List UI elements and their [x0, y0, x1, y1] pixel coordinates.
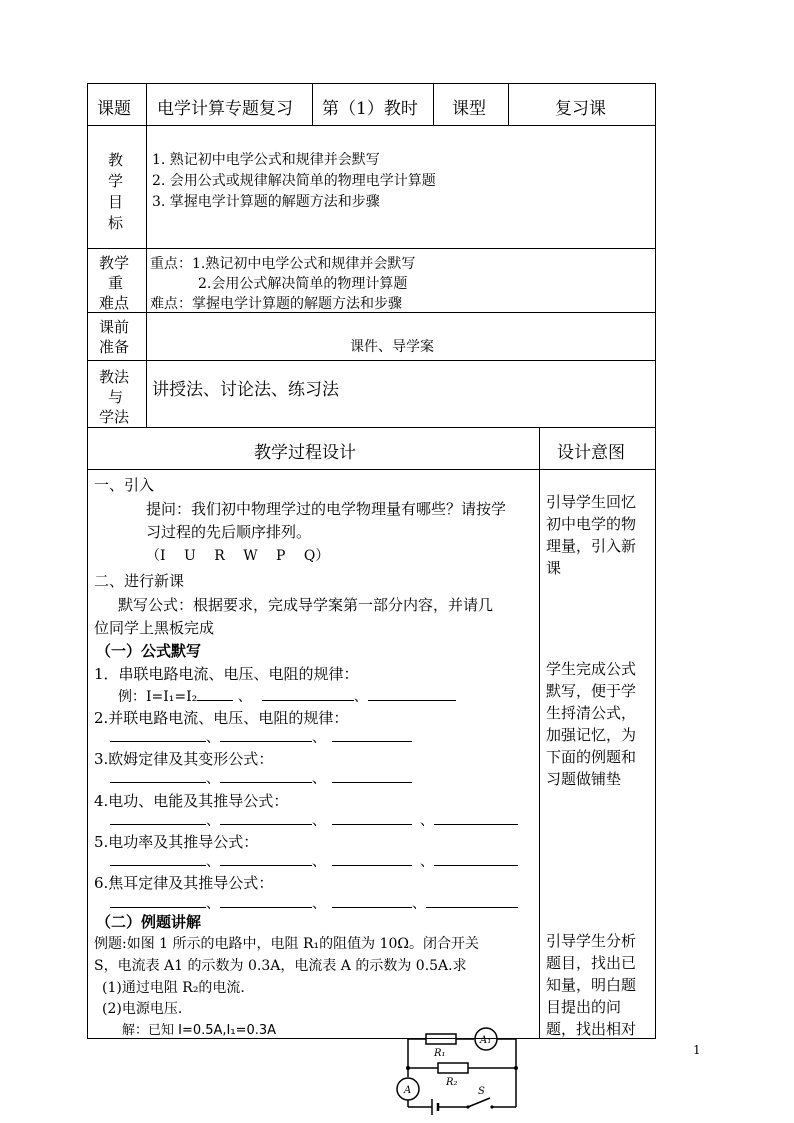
course-type-value: 复习课	[555, 99, 606, 119]
blank[interactable]	[110, 810, 206, 825]
new-lesson-text: 默写公式：根据要求，完成导学案第一部分内容，并请几	[118, 596, 494, 614]
example-text: S，电流表 A1 的示数为 0.3A，电流表 A 的示数为 0.5A.求	[94, 958, 467, 974]
resistor-r1	[426, 1034, 456, 1044]
s-label: S	[478, 1086, 485, 1097]
blank[interactable]	[110, 768, 206, 783]
objective-item: 2. 会用公式或规律解决简单的物理电学计算题	[152, 173, 436, 189]
methods-value: 讲授法、讨论法、练习法	[152, 380, 339, 400]
blank[interactable]	[368, 686, 456, 701]
formula-item: 2.并联电路电流、电压、电阻的规律：	[94, 709, 349, 727]
r1-label: R₁	[434, 1048, 446, 1059]
new-lesson-text: 位同学上黑板完成	[94, 619, 215, 637]
resistor-r2	[438, 1063, 468, 1073]
example-text: 例题:如图 1 所示的电路中，电阻 R₁的阻值为 10Ω。闭合开关	[94, 936, 479, 952]
new-lesson-heading: 二、进行新课	[94, 572, 185, 590]
intent-title: 设计意图	[557, 443, 625, 463]
intro-question: 提问：我们初中物理学过的电学物理量有哪些？请按学	[146, 500, 507, 518]
course-label: 课题	[97, 99, 131, 119]
formula-item: 4.电功、电能及其推导公式：	[94, 792, 289, 810]
blank[interactable]	[262, 686, 354, 701]
example-solution: 解：已知 I=0.5A,I₁=0.3A	[122, 1023, 277, 1038]
formula-item: 6.焦耳定律及其推导公式：	[94, 874, 274, 892]
blank[interactable]	[110, 727, 206, 742]
blank[interactable]	[434, 851, 518, 866]
intro-question: 习过程的先后顺序排列。	[146, 523, 312, 541]
page-number: 1	[693, 1043, 701, 1057]
blank[interactable]	[332, 810, 412, 825]
blank-row: 、 、 、	[110, 893, 518, 913]
blank[interactable]	[220, 768, 312, 783]
blank[interactable]	[332, 768, 412, 783]
blank-row: 、 、 、	[110, 810, 518, 830]
section-title: （一）公式默写	[96, 642, 202, 660]
formula-item: 3.欧姆定律及其变形公式：	[94, 750, 274, 768]
objective-item: 1. 熟记初中电学公式和规律并会默写	[152, 152, 380, 168]
blank[interactable]	[220, 851, 312, 866]
example-question: (1)通过电阻 R₂的电流.	[102, 980, 245, 996]
difficulty-line: 难点：掌握电学计算题的解题方法和步骤	[150, 296, 402, 312]
course-title: 电学计算专题复习	[157, 99, 293, 119]
blank[interactable]	[426, 893, 518, 908]
intro-heading: 一、引入	[94, 476, 155, 494]
blank[interactable]	[332, 851, 412, 866]
a-label: A	[404, 1085, 412, 1096]
blank-row: 、 、	[110, 768, 412, 788]
course-type-label: 课型	[452, 99, 486, 119]
blank[interactable]	[332, 727, 412, 742]
key-point-line: 重点：1.熟记初中电学公式和规律并会默写	[150, 256, 416, 272]
formula-item: 5.电功率及其推导公式：	[94, 833, 259, 851]
r2-label: R₂	[446, 1077, 458, 1088]
prep-value: 课件、导学案	[350, 339, 434, 355]
blank-row: 、 、 、	[110, 851, 518, 871]
blank-row: 、 、	[110, 727, 412, 747]
objective-item: 3. 掌握电学计算题的解题方法和步骤	[152, 194, 380, 210]
section-title: （二）例题讲解	[96, 913, 202, 931]
intro-answer: （I U R W P Q）	[146, 548, 330, 564]
formula-item: 1．串联电路电流、电压、电阻的规律：	[94, 665, 359, 683]
formula-example: 例：I=I₁=I₂ 、 、	[118, 686, 456, 706]
blank[interactable]	[220, 727, 312, 742]
circuit-diagram	[386, 1022, 526, 1122]
a1-label: A₁	[480, 1035, 492, 1046]
key-point-line: 2.会用公式解决简单的物理计算题	[198, 276, 408, 292]
blank[interactable]	[110, 893, 206, 908]
blank[interactable]	[434, 810, 518, 825]
blank[interactable]	[220, 810, 312, 825]
switch-s	[468, 1098, 490, 1107]
blank[interactable]	[110, 851, 206, 866]
period-label: 第（1）教时	[322, 99, 418, 119]
example-question: (2)电源电压.	[102, 1001, 183, 1017]
blank[interactable]	[332, 893, 412, 908]
process-title: 教学过程设计	[254, 443, 356, 463]
blank[interactable]	[220, 893, 312, 908]
